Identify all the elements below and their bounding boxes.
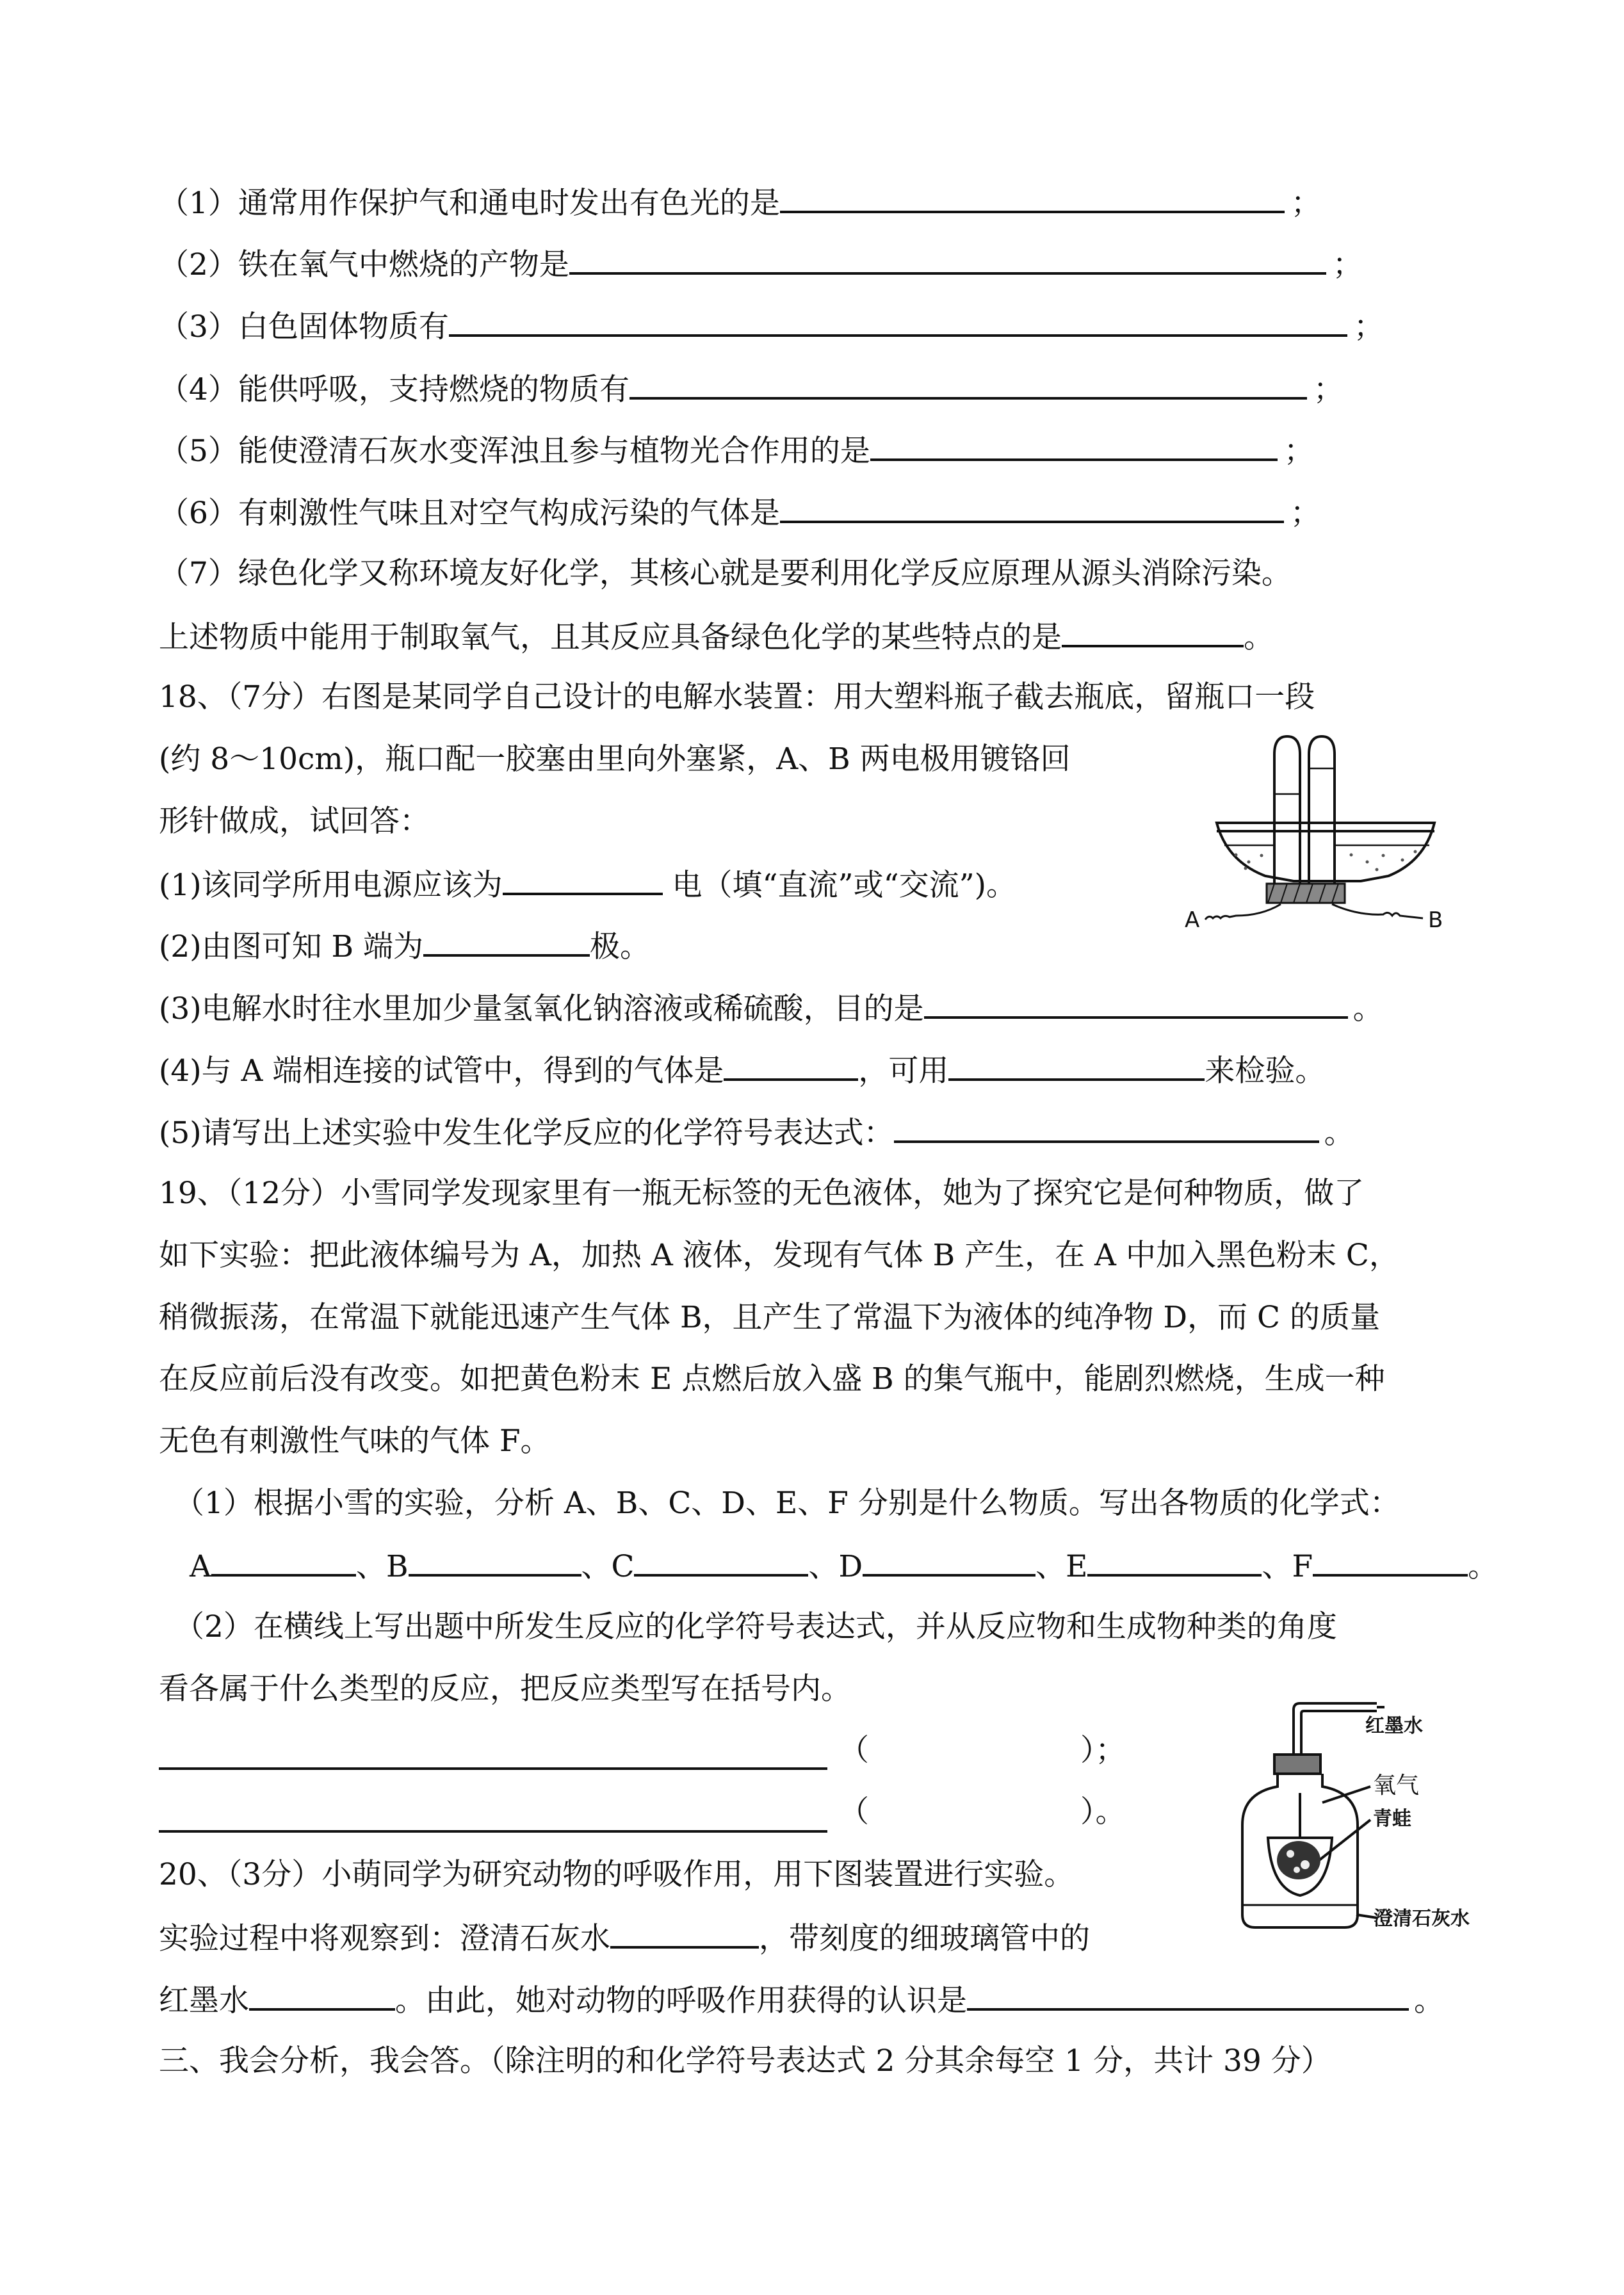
q18-stem-line2: (约 8～10cm)，瓶口配一胶塞由里向外塞紧，A、B 两电极用镀铬回	[159, 742, 1071, 777]
reaction-type-1: （ ）；	[839, 1733, 1126, 1768]
q17-item-1: （1）通常用作保护气和通电时发出有色光的是 ；	[159, 182, 1321, 223]
answer-blank[interactable]	[249, 1980, 395, 2011]
answer-blank[interactable]	[629, 369, 1307, 400]
q20-stem-line3: 红墨水 。由此，她对动物的呼吸作用获得的认识是 。	[159, 1980, 1444, 2020]
limewater-label: 澄清石灰水	[1374, 1908, 1470, 1930]
answer-blank[interactable]	[870, 430, 1278, 461]
q19-part2-line1: （2）在横线上写出题中所发生反应的化学符号表达式，并从反应物和生成物种类的角度	[174, 1609, 1337, 1644]
q18-part3: (3)电解水时往水里加少量氢氧化钠溶液或稀硫酸，目的是 。	[159, 988, 1383, 1028]
q19-stem-line4: 在反应前后没有改变。如把黄色粉末 E 点燃后放入盛 B 的集气瓶中，能剧烈燃烧，生成一种	[159, 1361, 1385, 1397]
answer-blank[interactable]	[780, 492, 1284, 523]
q18-stem-line1: 18、（7分）右图是某同学自己设计的电解水装置：用大塑料瓶子截去瓶底，留瓶口一段	[159, 679, 1315, 715]
answer-blank[interactable]	[967, 1980, 1409, 2011]
answer-blank[interactable]	[1313, 1546, 1468, 1577]
respiration-apparatus-figure	[1217, 1697, 1473, 1953]
answer-blank[interactable]	[423, 926, 590, 957]
frog-label: 青蛙	[1373, 1808, 1411, 1830]
answer-blank[interactable]	[503, 864, 663, 895]
answer-blank[interactable]	[211, 1546, 356, 1577]
q19-stem-line1: 19、（12分）小雪同学发现家里有一瓶无标签的无色液体，她为了探究它是何种物质，做了	[159, 1176, 1365, 1211]
answer-blank[interactable]	[863, 1546, 1035, 1577]
q17-item-3: （3）白色固体物质有 ；	[159, 306, 1384, 346]
q19-part1: （1）根据小雪的实验，分析 A、B、C、D、E、F 分别是什么物质。写出各物质的化学式：	[174, 1486, 1400, 1521]
equation-line-1[interactable]	[159, 1767, 827, 1770]
q20-stem-line2: 实验过程中将观察到：澄清石灰水 ，带刻度的细玻璃管中的	[159, 1918, 1090, 1958]
electrode-a-label: A	[1185, 907, 1200, 933]
answer-blank[interactable]	[1062, 617, 1244, 647]
q17-item-7-line1: （7）绿色化学又称环境友好化学，其核心就是要利用化学反应原理从源头消除污染。	[159, 556, 1292, 591]
section-3-heading: 三、我会分析，我会答。（除注明的和化学符号表达式 2 分其余每空 1 分，共计 39 分）	[159, 2043, 1331, 2079]
answer-blank[interactable]	[780, 182, 1285, 213]
answer-blank[interactable]	[610, 1918, 759, 1949]
answer-blank[interactable]	[634, 1546, 808, 1577]
q19-formula-row: A 、B 、C 、D 、E 、F 。	[190, 1546, 1498, 1586]
oxygen-label: 氧气	[1373, 1772, 1420, 1799]
q19-stem-line2: 如下实验：把此液体编号为 A，加热 A 液体，发现有气体 B 产生，在 A 中加入黑色粉末 C，	[159, 1238, 1399, 1273]
red-ink-label: 红墨水	[1365, 1715, 1423, 1737]
q19-stem-line3: 稍微振荡，在常温下就能迅速产生气体 B，且产生了常温下为液体的纯净物 D，而 C 的质量	[159, 1300, 1380, 1335]
answer-blank[interactable]	[569, 244, 1326, 275]
answer-blank[interactable]	[724, 1050, 858, 1081]
q17-item-6: （6）有刺激性气味且对空气构成污染的气体是 ；	[159, 492, 1320, 533]
q17-item-7-line2: 上述物质中能用于制取氧气，且其反应具备绿色化学的某些特点的是 。	[159, 617, 1274, 657]
answer-blank[interactable]	[449, 306, 1347, 337]
electrode-b-label: B	[1428, 907, 1443, 933]
q18-part2: (2)由图可知 B 端为 极。	[159, 926, 650, 966]
q17-item-2: （2）铁在氧气中燃烧的产物是 ；	[159, 244, 1363, 284]
q17-item-4: （4）能供呼吸，支持燃烧的物质有 ；	[159, 369, 1344, 409]
q17-item-5: （5）能使澄清石灰水变浑浊且参与植物光合作用的是 ；	[159, 430, 1314, 471]
answer-blank[interactable]	[924, 988, 1348, 1019]
answer-blank[interactable]	[948, 1050, 1205, 1081]
equation-line-2[interactable]	[159, 1830, 827, 1833]
q18-stem-line3: 形针做成，试回答：	[159, 804, 430, 839]
q18-part1: (1)该同学所用电源应该为 电（填“直流”或“交流”)。	[159, 864, 1016, 905]
q18-part4: (4)与 A 端相连接的试管中，得到的气体是 ，可用 来检验。	[159, 1050, 1325, 1091]
reaction-type-2: （ ）。	[839, 1794, 1126, 1829]
answer-blank[interactable]	[1087, 1546, 1262, 1577]
q19-part2-line2: 看各属于什么类型的反应，把反应类型写在括号内。	[159, 1671, 851, 1707]
answer-blank[interactable]	[894, 1112, 1319, 1143]
electrolysis-apparatus-figure	[1185, 724, 1466, 935]
q19-stem-line5: 无色有刺激性气味的气体 F。	[159, 1423, 551, 1459]
answer-blank[interactable]	[409, 1546, 581, 1577]
q20-stem-line1: 20、（3分）小萌同学为研究动物的呼吸作用，用下图装置进行实验。	[159, 1857, 1075, 1892]
q18-part5: (5)请写出上述实验中发生化学反应的化学符号表达式： 。	[159, 1112, 1354, 1153]
